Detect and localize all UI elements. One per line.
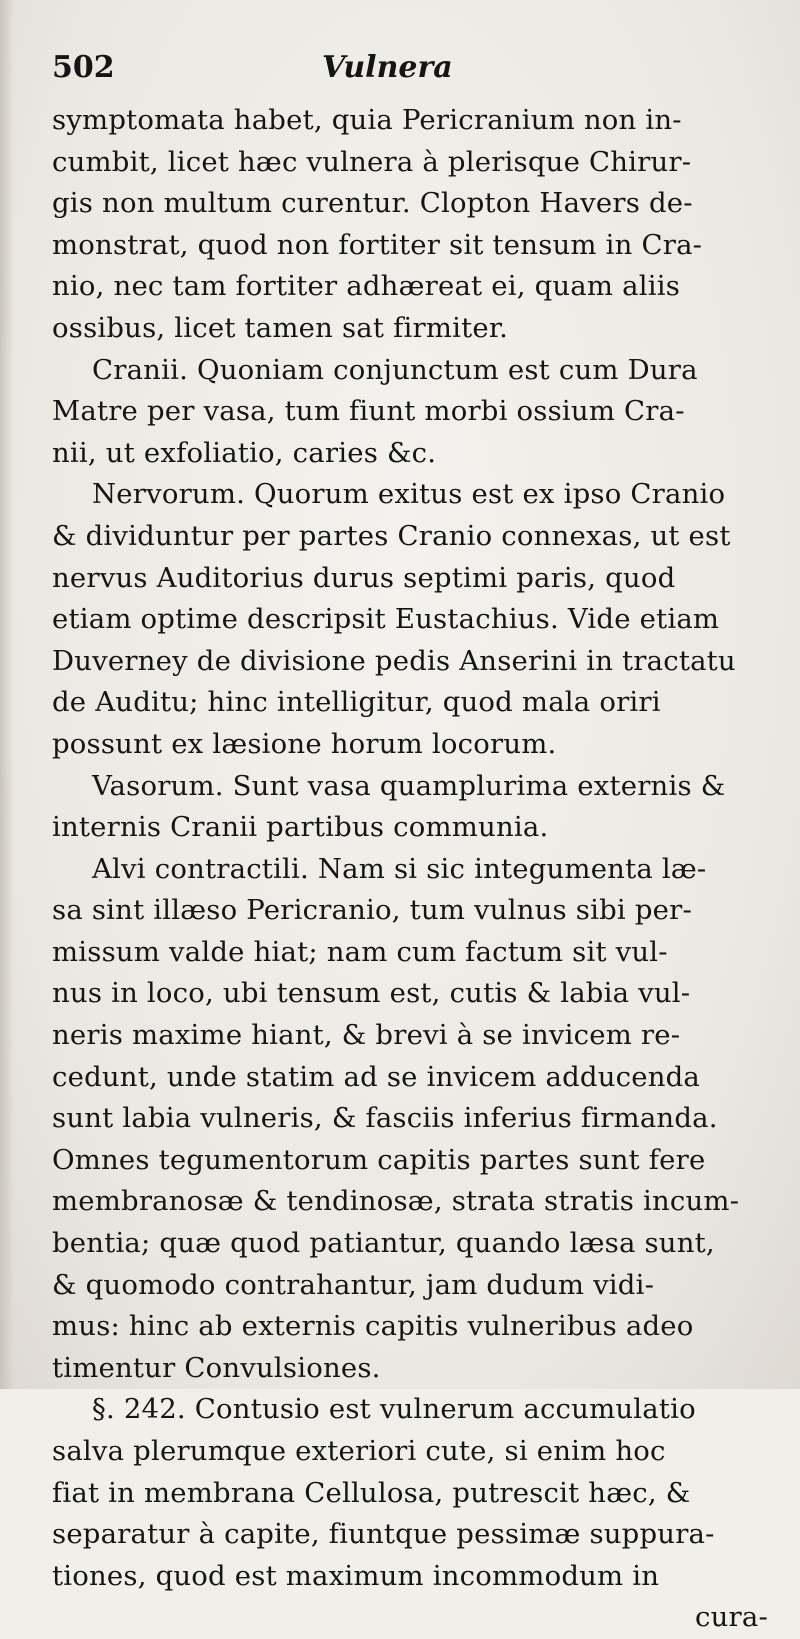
text-line: fiat in membrana Cellulosa, putrescit hæc, & <box>52 1476 691 1509</box>
text-line: nio, nec tam fortiter adhæreat ei, quam aliis <box>52 270 681 303</box>
text-line: missum valde hiat; nam cum factum sit vul- <box>52 935 668 968</box>
text-line: possunt ex læsione horum locorum. <box>52 727 557 760</box>
text-line: ossibus, licet tamen sat firmiter. <box>52 311 509 344</box>
text-line: membranosæ & tendinosæ, strata stratis incum- <box>52 1185 740 1218</box>
text-line: cedunt, unde statim ad se invicem adducenda <box>52 1060 701 1093</box>
page-header <box>52 50 772 96</box>
text-line: mus: hinc ab externis capitis vulneribus adeo <box>52 1310 694 1343</box>
text-line: monstrat, quod non fortiter sit tensum in Cra- <box>52 228 703 261</box>
text-line: sunt labia vulneris, & fasciis inferius firmanda. <box>52 1102 718 1135</box>
text-line: Nervorum. Quorum exitus est ex ipso Cranio <box>92 478 726 511</box>
text-line: Vasorum. Sunt vasa quamplurima externis & <box>92 769 726 802</box>
text-line: Matre per vasa, tum fiunt morbi ossium Cra- <box>52 395 685 428</box>
text-line: etiam optime descripsit Eustachius. Vide etiam <box>52 603 720 636</box>
text-line: & dividuntur per partes Cranio connexas, ut est <box>52 519 731 552</box>
text-line: symptomata habet, quia Pericranium non in- <box>52 104 682 136</box>
text-line: bentia; quæ quod patiantur, quando læsa sunt, <box>52 1227 715 1260</box>
text-line: Cranii. Quoniam conjunctum est cum Dura <box>92 353 698 386</box>
text-line: Duverney de divisione pedis Anserini in tractatu <box>52 644 736 677</box>
body-text <box>52 100 772 1597</box>
text-line: cumbit, licet hæc vulnera à plerisque Chirur- <box>52 145 692 178</box>
catchword: cura- <box>695 1601 768 1634</box>
text-line: separatur à capite, fiuntque pessimæ suppura- <box>52 1518 715 1551</box>
text-line: nervus Auditorius durus septimi paris, quod <box>52 561 676 594</box>
text-line: salva plerumque exteriori cute, si enim hoc <box>52 1435 666 1467</box>
page-number: 502 <box>52 50 115 85</box>
text-line: internis Cranii partibus communia. <box>52 811 549 844</box>
text-line: Omnes tegumentorum capitis partes sunt fere <box>52 1143 706 1176</box>
text-line: & quomodo contrahantur, jam dudum vidi- <box>52 1268 655 1301</box>
text-line: de Auditu; hinc intelligitur, quod mala oriri <box>52 686 661 719</box>
text-line: neris maxime hiant, & brevi à se invicem re- <box>52 1019 681 1052</box>
text-line: nus in loco, ubi tensum est, cutis & labia vul- <box>52 977 691 1010</box>
text-line: tiones, quod est maximum incommodum in <box>52 1559 660 1592</box>
text-line: sa sint illæso Pericranio, tum vulnus sibi per- <box>52 894 692 927</box>
text-line: Alvi contractili. Nam si sic integumenta læ- <box>92 852 707 885</box>
text-line: §. 242. Contusio est vulnerum accumulatio <box>92 1393 696 1426</box>
text-line: gis non multum curentur. Clopton Havers de- <box>52 187 693 220</box>
text-line: nii, ut exfoliatio, caries &c. <box>52 436 437 469</box>
text-line: timentur Convulsiones. <box>52 1351 381 1384</box>
running-head: Vulnera <box>322 50 453 85</box>
